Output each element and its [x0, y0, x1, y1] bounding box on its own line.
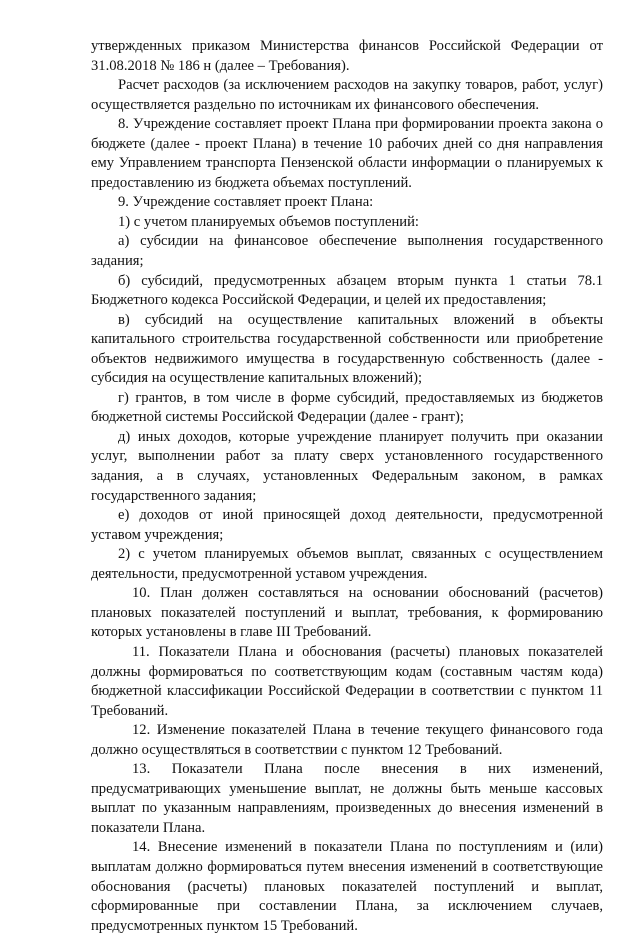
- paragraph-expense-calculation: Расчет расходов (за исключением расходов на закупку товаров, работ, услуг) осуществляется раздельно по источникам их финансового обеспечения.: [91, 77, 603, 113]
- paragraph-subitem-d: д) иных доходов, которые учреждение планирует получить при оказании услуг, выполнении работ за плату сверх установленного государственного задания, а в случаях, установленных Федеральным законом, в рамках государственного задания;: [91, 428, 603, 504]
- paragraph-item-12: 12. Изменение показателей Плана в течение текущего финансового года должно осуществляться в соответствии с пунктом 12 Требований.: [91, 722, 603, 758]
- paragraph-item-13: 13. Показатели Плана после внесения в них изменений, предусматривающих уменьшение выплат, не должны быть меньше кассовых выплат по указанным направлениям, произведенных до внесения изменений в показатели Плана.: [91, 761, 603, 836]
- paragraph-subitem-e: е) доходов от иной приносящей доход деятельности, предусмотренной уставом учреждения;: [91, 507, 603, 543]
- paragraph-item-9: 9. Учреждение составляет проект Плана:: [118, 194, 374, 211]
- paragraph-item-11: 11. Показатели Плана и обоснования (расчеты) плановых показателей должны формироваться по соответствующим кодам (составным частям кода) бюджетной классификации Российской Федерации в соответствии с пунктом 11 Требований.: [91, 643, 603, 719]
- paragraph-subitem-b: б) субсидий, предусмотренных абзацем вторым пункта 1 статьи 78.1 Бюджетного кодекса Российской Федерации, и целей их предоставления;: [91, 272, 603, 309]
- paragraph-subitem-2: 2) с учетом планируемых объемов выплат, связанных с осуществлением деятельности, предусмотренной уставом учреждения.: [91, 546, 603, 582]
- paragraph-subitem-v: в) субсидий на осуществление капитальных вложений в объекты капитального строительства государственной собственности или приобретение объектов недвижимого имущества в государственную собственность (далее - субсидия на осуществление капитальных вложений);: [91, 311, 603, 387]
- paragraph-item-14: 14. Внесение изменений в показатели Плана по поступлениям и (или) выплатам должно формироваться путем внесения изменений в соответствующие обоснования (расчеты) плановых показателей поступлений и выплат, сформированные при составлении Плана, за исключением случаев, предусмотренных пунктом 15 Требований.: [91, 839, 603, 934]
- paragraph-item-10: 10. План должен составляться на основании обоснований (расчетов) плановых показателей поступлений и выплат, требования, к формированию которых установлены в главе III Требований.: [91, 585, 603, 641]
- paragraph-subitem-1: 1) с учетом планируемых объемов поступлений:: [118, 213, 419, 230]
- paragraph-item-8: 8. Учреждение составляет проект Плана при формировании проекта закона о бюджете (далее - проект Плана) в течение 10 рабочих дней со дня направления ему Управлением транспорта Пензенской области информации о планируемых к предоставлению из бюджета объемах поступлений.: [91, 116, 603, 191]
- paragraph-continuation-requirements: утвержденных приказом Министерства финансов Российской Федерации от 31.08.2018 № 186 н (далее – Требования).: [91, 38, 603, 74]
- paragraph-subitem-a: а) субсидии на финансовое обеспечение выполнения государственного задания;: [91, 233, 603, 270]
- paragraph-subitem-g: г) грантов, в том числе в форме субсидий, предоставляемых из бюджетов бюджетной системы Российской Федерации (далее - грант);: [91, 389, 603, 426]
